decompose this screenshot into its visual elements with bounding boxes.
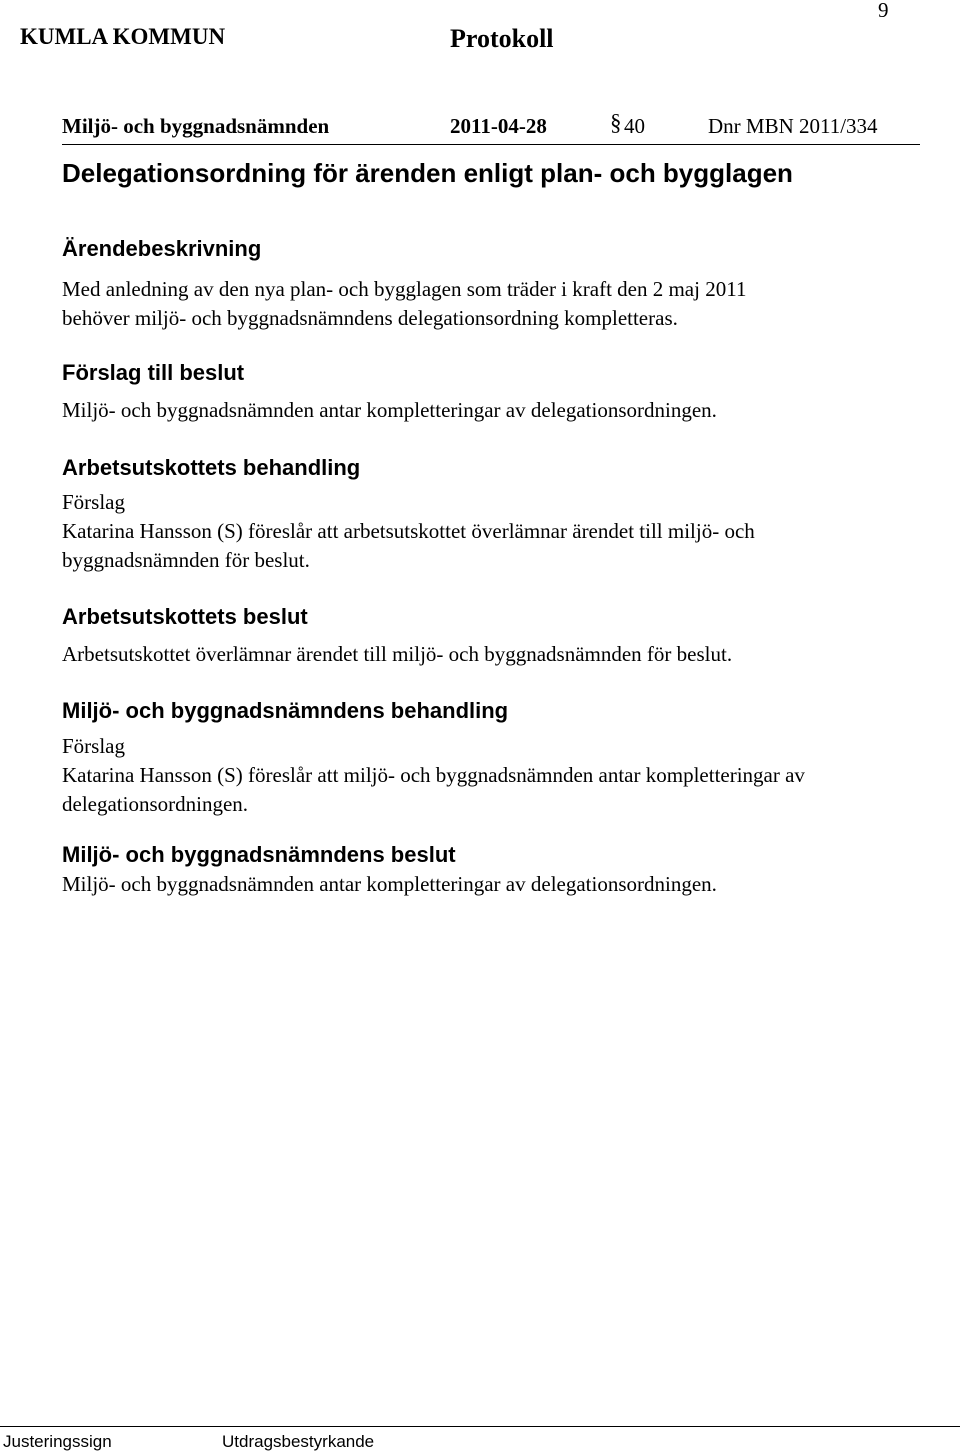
au-beslut-text: Arbetsutskottet överlämnar ärendet till miljö- och byggnadsnämnden för beslut. bbox=[62, 642, 733, 666]
mbn-behandling-line-1: Katarina Hansson (S) föreslår att miljö- och byggnadsnämnden antar kompletteringar av bbox=[62, 763, 805, 787]
heading-au-behandling: Arbetsutskottets behandling bbox=[62, 455, 361, 480]
page-number: 9 bbox=[878, 0, 889, 22]
document-type: Protokoll bbox=[450, 24, 554, 53]
heading-arendebeskrivning: Ärendebeskrivning bbox=[62, 236, 262, 261]
footer-divider bbox=[0, 1426, 960, 1427]
heading-au-beslut: Arbetsutskottets beslut bbox=[62, 604, 308, 629]
mbn-beslut-text: Miljö- och byggnadsnämnden antar kompletteringar av delegationsordningen. bbox=[62, 872, 717, 896]
heading-mbn-beslut: Miljö- och byggnadsnämndens beslut bbox=[62, 842, 456, 867]
committee-name: Miljö- och byggnadsnämnden bbox=[62, 114, 330, 138]
meeting-meta-line bbox=[62, 112, 920, 145]
au-behandling-line-2: byggnadsnämnden för beslut. bbox=[62, 548, 310, 572]
heading-mbn-behandling: Miljö- och byggnadsnämndens behandling bbox=[62, 698, 509, 723]
mbn-behandling-line-2: delegationsordningen. bbox=[62, 792, 249, 816]
mbn-behandling-forslag-label: Förslag bbox=[62, 734, 125, 758]
paragraph-number: 40 bbox=[624, 114, 645, 138]
section-symbol: § bbox=[610, 110, 622, 135]
au-behandling-line-1: Katarina Hansson (S) föreslår att arbetsutskottet överlämnar ärendet till miljö- och bbox=[62, 519, 755, 543]
au-behandling-forslag-label: Förslag bbox=[62, 490, 125, 514]
footer-utdragsbestyrkande: Utdragsbestyrkande bbox=[222, 1432, 375, 1451]
document-title: Delegationsordning för ärenden enligt plan- och bygglagen bbox=[62, 158, 793, 188]
heading-forslag-till-beslut: Förslag till beslut bbox=[62, 360, 245, 385]
meeting-date: 2011-04-28 bbox=[450, 114, 547, 138]
arendebeskrivning-line-1: Med anledning av den nya plan- och bygglagen som träder i kraft den 2 maj 2011 bbox=[62, 277, 747, 301]
footer-justeringssign: Justeringssign bbox=[3, 1432, 112, 1451]
arendebeskrivning-line-2: behöver miljö- och byggnadsnämndens delegationsordning kompletteras. bbox=[62, 306, 678, 330]
organization-name: KUMLA KOMMUN bbox=[20, 24, 226, 49]
forslag-till-beslut-text: Miljö- och byggnadsnämnden antar kompletteringar av delegationsordningen. bbox=[62, 398, 717, 422]
case-number: Dnr MBN 2011/334 bbox=[708, 114, 878, 138]
